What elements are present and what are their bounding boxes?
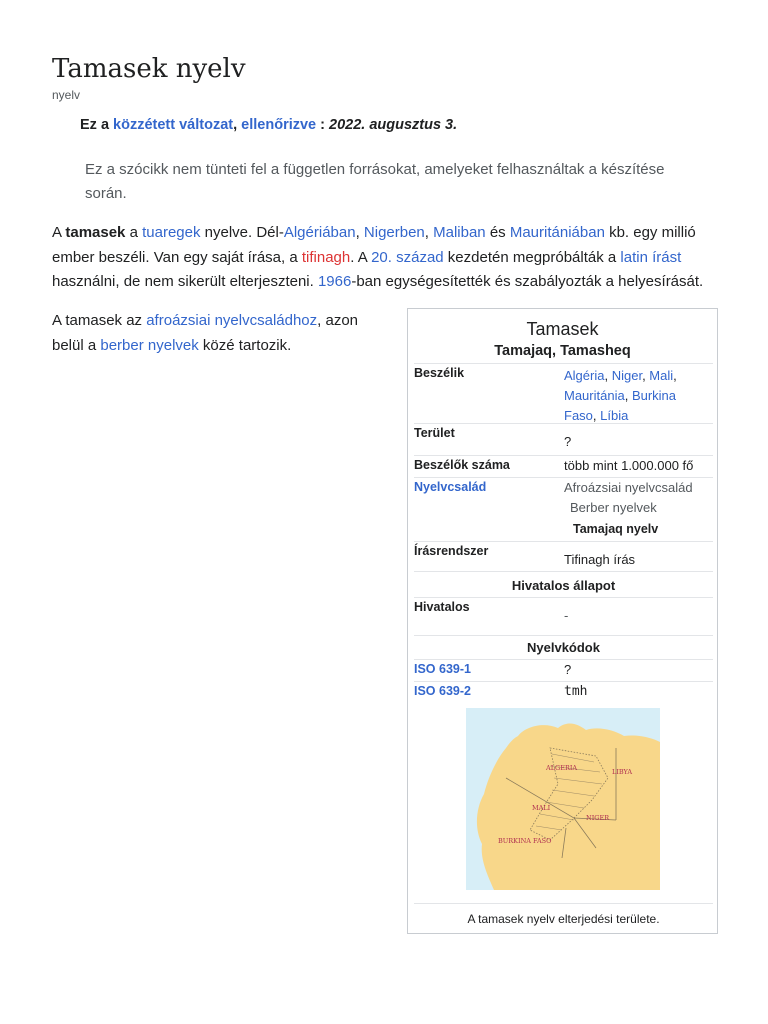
spoken-label: Beszélik (414, 366, 465, 380)
spoken-value (564, 366, 712, 426)
speakers-label: Beszélők száma (414, 458, 510, 472)
sep: , (673, 368, 677, 383)
distribution-map[interactable] (466, 708, 660, 890)
flagged-separator: : (316, 117, 330, 133)
link-mauritania[interactable]: Mauritániában (509, 224, 605, 241)
bold-term: tamasek (65, 224, 126, 241)
map-label-niger: NIGER (586, 814, 610, 822)
text: és (485, 224, 510, 241)
family-label[interactable]: Nyelvcsalád (414, 480, 487, 494)
text: , azon belül a (52, 312, 359, 354)
text: A (52, 224, 66, 241)
map-label-libya: LIBYA (612, 768, 633, 776)
sep: , (642, 368, 650, 383)
row-official (414, 597, 713, 635)
link-berber[interactable]: berber nyelvek (100, 336, 199, 354)
script-label: Írásrendszer (414, 544, 489, 558)
map-label-burkina: BURKINA FASO (498, 837, 552, 845)
intro-paragraph (52, 221, 720, 295)
speakers-value: több mint 1.000.000 fő (564, 458, 694, 473)
link-algeria[interactable]: Algériában (283, 224, 356, 241)
row-speakers (414, 455, 713, 477)
text: kezdetén megpróbálták a (443, 248, 621, 266)
row-iso2 (414, 681, 713, 705)
link-country-niger[interactable]: Niger (611, 368, 643, 383)
published-version-link[interactable]: közzétett változat (113, 117, 234, 133)
link-country-mali[interactable]: Mali (649, 368, 674, 383)
text: -ban egységesítették és szabályozták a helyesírását. (351, 273, 704, 290)
classification-paragraph (52, 309, 372, 358)
text: közé tartozik. (198, 336, 292, 354)
link-country-mauritania[interactable]: Mauritánia (564, 388, 625, 403)
iso2-value: tmh (564, 684, 588, 699)
family-level-3: Tamajaq nyelv (573, 522, 659, 536)
link-afroazsiai[interactable]: afroázsiai nyelvcsaládhoz (146, 312, 318, 329)
iso1-label[interactable]: ISO 639-1 (414, 662, 471, 676)
row-family (414, 477, 713, 541)
official-value: - (564, 608, 569, 623)
link-tifinagh[interactable]: tifinagh (301, 248, 351, 266)
link-tuaregek[interactable]: tuaregek (142, 224, 201, 241)
row-official-header (414, 571, 713, 597)
codes-header: Nyelvkódok (527, 640, 600, 655)
flagged-revision-notice (80, 117, 457, 133)
infobox-title: Tamasek (526, 319, 599, 339)
family-level-1: Afroázsiai nyelvcsalád (564, 480, 693, 495)
page-title: Tamasek nyelv (52, 54, 246, 84)
area-label: Terület (414, 426, 455, 440)
infobox (407, 308, 718, 934)
official-label: Hivatalos (414, 600, 470, 614)
link-20-szazad[interactable]: 20. század (371, 248, 444, 266)
row-codes-header (414, 635, 713, 659)
checked-link[interactable]: ellenőrizve (241, 117, 317, 133)
text: használni, de nem sikerült elterjeszteni. (52, 273, 318, 290)
page-subtitle: nyelv (52, 88, 81, 102)
sep: , (604, 368, 612, 383)
link-niger[interactable]: Nigerben (363, 224, 425, 241)
link-1966[interactable]: 1966 (317, 273, 352, 290)
map-label-mali: MALI (532, 804, 551, 812)
text: kb. egy millió ember beszéli. Van egy saját írása, a (52, 224, 696, 266)
script-value-link[interactable]: Tifinagh írás (564, 552, 636, 567)
link-country-burkina[interactable]: Burkina Faso (564, 388, 677, 423)
family-level-2: Berber nyelvek (570, 500, 657, 515)
text: A tamasek az (52, 312, 147, 329)
sep: , (592, 408, 601, 423)
flagged-prefix: Ez a (80, 117, 114, 133)
link-country-libya[interactable]: Líbia (600, 408, 629, 423)
row-iso1 (414, 659, 713, 681)
official-header: Hivatalos állapot (511, 578, 616, 593)
area-value: ? (564, 434, 572, 449)
link-latin-iras[interactable]: latin írást (620, 248, 682, 266)
link-mali[interactable]: Maliban (433, 224, 486, 241)
flagged-date: 2022. augusztus 3. (329, 117, 458, 133)
sep: , (624, 388, 632, 403)
text: . A (350, 248, 372, 266)
row-area (414, 423, 713, 455)
text: , (424, 224, 434, 241)
text: a (125, 224, 143, 241)
sources-notice: Ez a szócikk nem tünteti fel a független forrásokat, amelyeket felhasználtak a készítése során. (85, 161, 665, 202)
iso2-label[interactable]: ISO 639-2 (414, 684, 471, 698)
text: nyelve. Dél- (200, 224, 284, 241)
link-country-algeria[interactable]: Algéria (564, 368, 605, 383)
map-label-algeria: ALGERIA (546, 764, 578, 772)
iso1-value: ? (564, 662, 572, 677)
row-spoken (414, 363, 713, 423)
infobox-subtitle: Tamajaq, Tamasheq (494, 343, 631, 359)
flagged-comma: , (233, 117, 242, 133)
map-caption: A tamasek nyelv elterjedési területe. (414, 903, 713, 926)
text: , (355, 224, 364, 241)
